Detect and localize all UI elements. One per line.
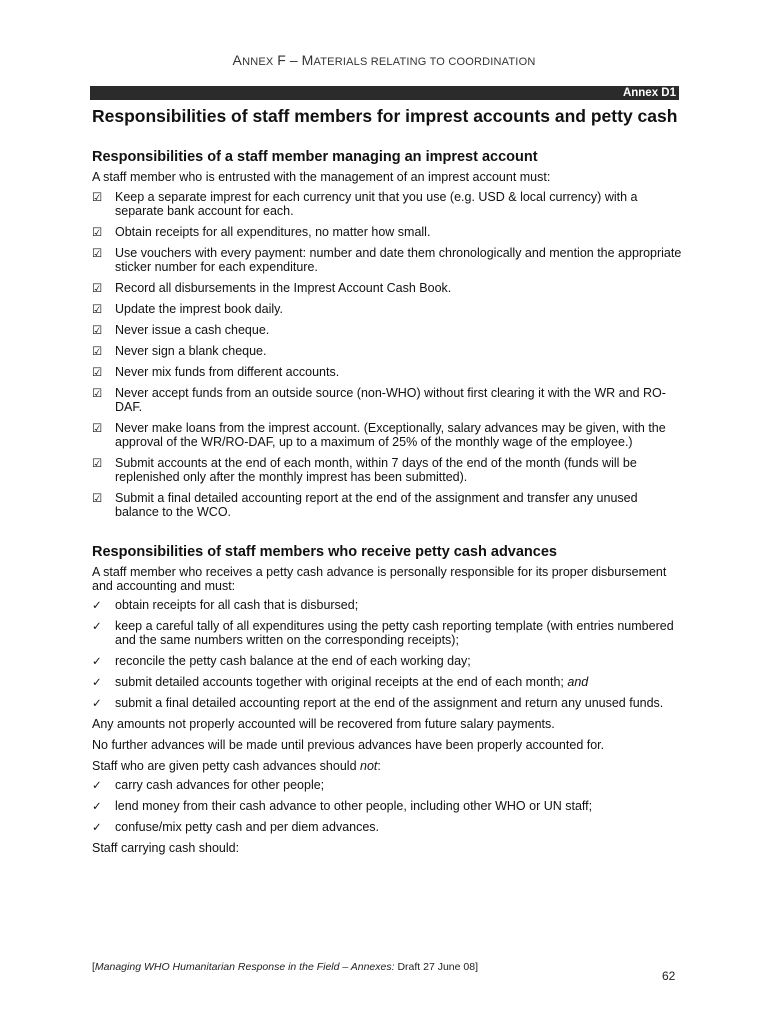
list-item-text: confuse/mix petty cash and per diem advances. [115, 820, 380, 834]
para-no-advances: No further advances will be made until previous advances have been properly accounted for. [92, 738, 605, 752]
header-materials-rest: ATERIALS RELATING TO COORDINATION [313, 56, 536, 68]
list-item-text: Never sign a blank cheque. [115, 344, 267, 358]
list-item-text: Never make loans from the imprest account. (Exceptionally, salary advances may be given, with the approval of the WR/RO-DAF, up to a maximum of 25% of the monthly wage of the employee.) [115, 421, 666, 449]
checkbox-checked-icon: ☑ [92, 386, 103, 400]
should-not-prefix: Staff who are given petty cash advances should [92, 759, 360, 773]
checkmark-icon: ✓ [92, 598, 102, 612]
document-body [92, 106, 682, 855]
list-item [92, 491, 682, 519]
footer-draft: Draft 27 June 08 [394, 961, 476, 973]
para-recovered: Any amounts not properly accounted will be recovered from future salary payments. [92, 717, 555, 731]
list-item-text: lend money from their cash advance to other people, including other WHO or UN staff; [115, 799, 593, 813]
checkmark-icon: ✓ [92, 619, 102, 633]
checkbox-checked-icon: ☑ [92, 281, 103, 295]
list-item [92, 302, 682, 316]
list-item-emphasis: and [567, 675, 589, 689]
checkmark-icon: ✓ [92, 820, 102, 834]
should-not-emphasis: not [360, 759, 378, 773]
section2-heading: Responsibilities of staff members who receive petty cash advances [92, 544, 557, 560]
list-item [92, 820, 682, 834]
list-item-text: Never accept funds from an outside source (non-WHO) without first clearing it with the WR and RO-DAF. [115, 386, 666, 414]
list-item [92, 421, 682, 449]
footer-title: Managing WHO Humanitarian Response in the Field – Annexes: [94, 961, 395, 973]
checkbox-checked-icon: ☑ [92, 491, 103, 505]
list-item-text: submit detailed accounts together with original receipts at the end of each month; [115, 675, 564, 689]
list-item-text: Obtain receipts for all expenditures, no matter how small. [115, 225, 431, 239]
checkmark-icon: ✓ [92, 778, 102, 792]
list-item [92, 246, 682, 274]
checkbox-checked-icon: ☑ [92, 344, 103, 358]
page-number: 62 [662, 969, 676, 983]
checkmark-icon: ✓ [92, 799, 102, 813]
list-item [92, 675, 682, 689]
checkmark-icon: ✓ [92, 654, 102, 668]
para-carrying-cash: Staff carrying cash should: [92, 841, 240, 855]
list-item [92, 386, 682, 414]
list-item [92, 619, 682, 647]
section1-heading: Responsibilities of a staff member managing an imprest account [92, 149, 538, 165]
header-annex-initial: A [232, 52, 243, 68]
checkbox-checked-icon: ☑ [92, 323, 103, 337]
header-dash: – [289, 52, 298, 68]
list-item [92, 799, 682, 813]
checkbox-checked-icon: ☑ [92, 246, 103, 260]
checkmark-icon: ✓ [92, 675, 102, 689]
should-not-suffix: : [377, 759, 381, 773]
checkmark-icon: ✓ [92, 696, 102, 710]
section1-intro: A staff member who is entrusted with the management of an imprest account must: [92, 170, 551, 184]
list-item-text: Submit accounts at the end of each month, within 7 days of the end of the month (funds will be replenished only after the monthly imprest has been submitted). [115, 456, 637, 484]
list-item-text: carry cash advances for other people; [115, 778, 325, 792]
list-item [92, 456, 682, 484]
list-item [92, 696, 682, 710]
para-should-not [92, 759, 682, 773]
list-item-text: Never issue a cash cheque. [115, 323, 270, 337]
checkbox-checked-icon: ☑ [92, 225, 103, 239]
list-item [92, 365, 682, 379]
list-item-text: submit a final detailed accounting report at the end of the assignment and return any unused funds. [115, 696, 664, 710]
checkbox-checked-icon: ☑ [92, 421, 103, 435]
list-item [92, 344, 682, 358]
footer-bracket-close: ] [475, 961, 479, 973]
list-item-text: Use vouchers with every payment: number and date them chronologically and mention the appropriate sticker number for each expenditure. [115, 246, 682, 274]
header-materials-initial: M [301, 52, 314, 68]
running-header [0, 52, 768, 68]
list-item-text: keep a careful tally of all expenditures using the petty cash reporting template (with entries numbered and the same numbers written on the corresponding receipts); [115, 619, 674, 647]
annex-tag: Annex D1 [622, 87, 676, 99]
list-item-text: Update the imprest book daily. [115, 302, 283, 316]
list-item-text: Never mix funds from different accounts. [115, 365, 340, 379]
annex-tag-bar [90, 86, 679, 100]
header-annex-rest: NNEX [242, 56, 274, 68]
list-item-text: Submit a final detailed accounting report at the end of the assignment and transfer any unused balance to the WCO. [115, 491, 638, 519]
footer-bracket-open: [ [92, 961, 95, 973]
list-item-text: reconcile the petty cash balance at the end of each working day; [115, 654, 471, 668]
checkbox-checked-icon: ☑ [92, 302, 103, 316]
list-item-text: Keep a separate imprest for each currency unit that you use (e.g. USD & local currency) with a separate bank account for each. [115, 190, 638, 218]
list-item [92, 190, 682, 218]
list-item [92, 598, 682, 612]
list-item [92, 778, 682, 792]
checkbox-checked-icon: ☑ [92, 456, 103, 470]
header-annex-letter: F [277, 52, 287, 68]
section2-list [92, 598, 682, 710]
section2-intro: A staff member who receives a petty cash advance is personally responsible for its proper disbursement and accounting and must: [92, 565, 667, 593]
list-item [92, 323, 682, 337]
list-item-text: obtain receipts for all cash that is disbursed; [115, 598, 359, 612]
list-item [92, 225, 682, 239]
section1-list [92, 190, 682, 519]
list-item [92, 281, 682, 295]
checkbox-checked-icon: ☑ [92, 190, 103, 204]
page-title: Responsibilities of staff members for imprest accounts and petty cash [92, 106, 678, 126]
list-item-text: Record all disbursements in the Imprest Account Cash Book. [115, 281, 452, 295]
checkbox-checked-icon: ☑ [92, 365, 103, 379]
footer-reference [92, 961, 478, 973]
should-not-list [92, 778, 682, 834]
list-item [92, 654, 682, 668]
